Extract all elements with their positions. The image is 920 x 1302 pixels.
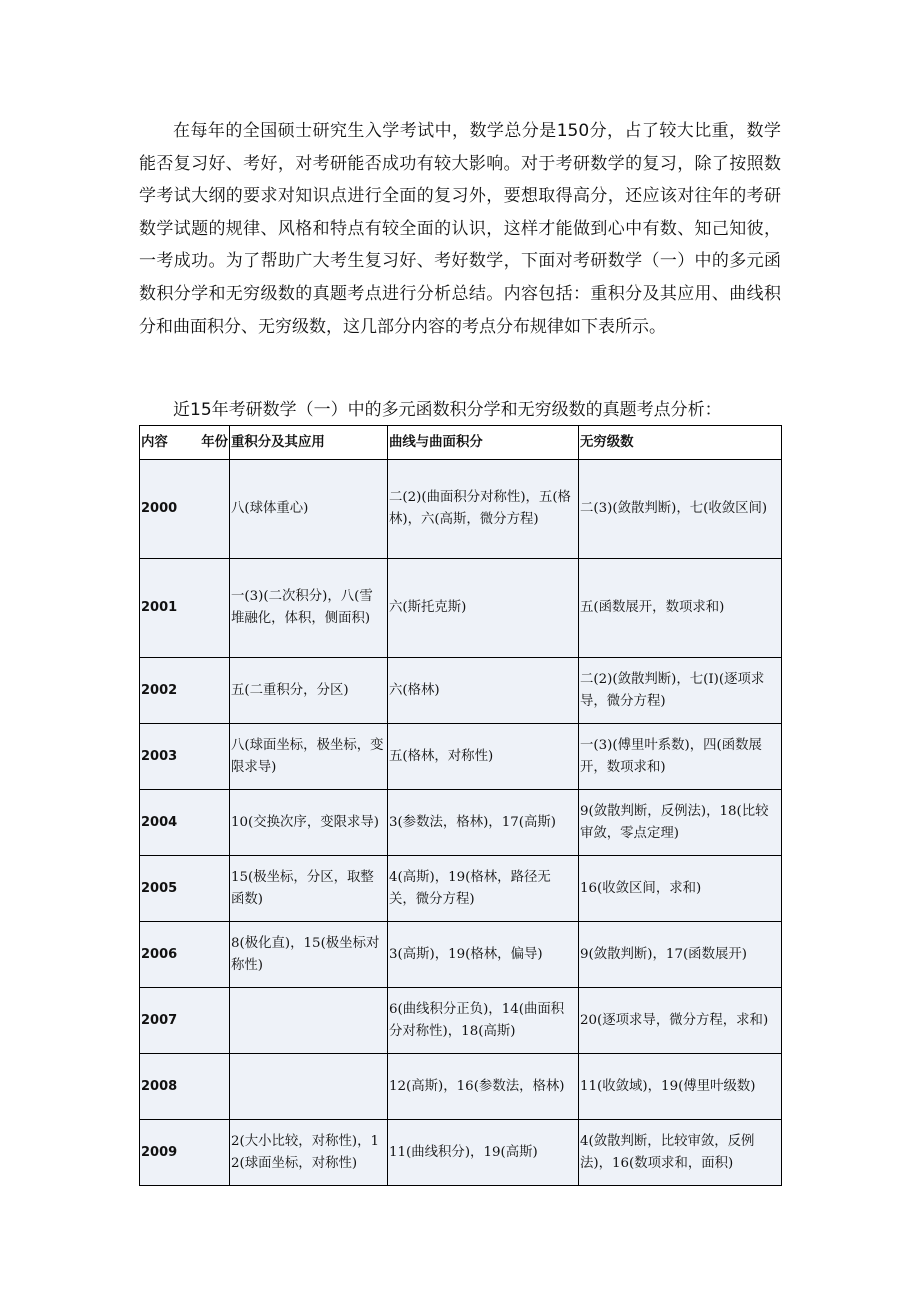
- header-corner-year: 年份: [201, 434, 228, 450]
- header-corner-content: 内容: [141, 434, 168, 450]
- row-year: 2005: [140, 856, 230, 922]
- table-row: [140, 988, 782, 1054]
- header-col-infinite-series: 无穷级数: [579, 426, 782, 460]
- cell-line-surface-integral: 六(斯托克斯): [388, 559, 579, 658]
- cell-multiple-integral: 10(交换次序，变限求导): [230, 790, 388, 856]
- header-col-multiple-integral: 重积分及其应用: [230, 426, 388, 460]
- table-row: [140, 1054, 782, 1120]
- cell-multiple-integral: 八(球体重心): [230, 460, 388, 559]
- cell-line-surface-integral: 3(高斯)，19(格林，偏导): [388, 922, 579, 988]
- cell-infinite-series: 20(逐项求导，微分方程，求和): [579, 988, 782, 1054]
- table-row: [140, 922, 782, 988]
- row-year: 2006: [140, 922, 230, 988]
- cell-line-surface-integral: 11(曲线积分)，19(高斯): [388, 1120, 579, 1186]
- table-row: [140, 790, 782, 856]
- cell-multiple-integral: [230, 988, 388, 1054]
- cell-multiple-integral: 五(二重积分，分区): [230, 658, 388, 724]
- cell-infinite-series: 4(敛散判断，比较审敛，反例法)，16(数项求和，面积): [579, 1120, 782, 1186]
- header-corner: [140, 426, 230, 460]
- cell-infinite-series: 16(收敛区间，求和): [579, 856, 782, 922]
- intro-paragraph: 在每年的全国硕士研究生入学考试中，数学总分是150分，占了较大比重，数学能否复习好、考好，对考研能否成功有较大影响。对于考研数学的复习，除了按照数学考试大纲的要求对知识点进行全面的复习外，要想取得高分，还应该对往年的考研数学试题的规律、风格和特点有较全面的认识，这样才能做到心中有数、知己知彼，一考成功。为了帮助广大考生复习好、考好数学，下面对考研数学（一）中的多元函数积分学和无穷级数的真题考点进行分析总结。内容包括：重积分及其应用、曲线积分和曲面积分、无穷级数，这几部分内容的考点分布规律如下表所示。: [139, 121, 781, 337]
- cell-infinite-series: 一(3)(傅里叶系数)，四(函数展开，数项求和): [579, 724, 782, 790]
- table-row: [140, 1120, 782, 1186]
- exam-topic-table: [139, 425, 782, 1186]
- table-row: [140, 724, 782, 790]
- row-year: 2004: [140, 790, 230, 856]
- table-row: [140, 856, 782, 922]
- table-row: [140, 658, 782, 724]
- cell-multiple-integral: [230, 1054, 388, 1120]
- cell-multiple-integral: 一(3)(二次积分)，八(雪堆融化，体积，侧面积): [230, 559, 388, 658]
- cell-infinite-series: 9(敛散判断，反例法)，18(比较审敛，零点定理): [579, 790, 782, 856]
- cell-multiple-integral: 2(大小比较，对称性)，12(球面坐标，对称性): [230, 1120, 388, 1186]
- row-year: 2009: [140, 1120, 230, 1186]
- cell-infinite-series: 9(敛散判断)，17(函数展开): [579, 922, 782, 988]
- cell-line-surface-integral: 五(格林，对称性): [388, 724, 579, 790]
- table-header-row: [140, 426, 782, 460]
- cell-line-surface-integral: 4(高斯)，19(格林，路径无关，微分方程): [388, 856, 579, 922]
- cell-multiple-integral: 八(球面坐标，极坐标，变限求导): [230, 724, 388, 790]
- row-year: 2000: [140, 460, 230, 559]
- cell-line-surface-integral: 六(格林): [388, 658, 579, 724]
- row-year: 2003: [140, 724, 230, 790]
- cell-infinite-series: 二(3)(敛散判断)，七(收敛区间): [579, 460, 782, 559]
- header-col-line-surface-integral: 曲线与曲面积分: [388, 426, 579, 460]
- table-caption: 近15年考研数学（一）中的多元函数积分学和无穷级数的真题考点分析：: [173, 400, 722, 420]
- cell-infinite-series: 11(收敛域)，19(傅里叶级数): [579, 1054, 782, 1120]
- cell-line-surface-integral: 3(参数法，格林)，17(高斯): [388, 790, 579, 856]
- cell-multiple-integral: 15(极坐标，分区，取整函数): [230, 856, 388, 922]
- row-year: 2007: [140, 988, 230, 1054]
- row-year: 2001: [140, 559, 230, 658]
- cell-line-surface-integral: 6(曲线积分正负)，14(曲面积分对称性)，18(高斯): [388, 988, 579, 1054]
- cell-infinite-series: 五(函数展开，数项求和): [579, 559, 782, 658]
- cell-line-surface-integral: 12(高斯)，16(参数法，格林): [388, 1054, 579, 1120]
- row-year: 2002: [140, 658, 230, 724]
- table-row: [140, 460, 782, 559]
- cell-infinite-series: 二(2)(敛散判断)，七(Ⅰ)(逐项求导，微分方程): [579, 658, 782, 724]
- row-year: 2008: [140, 1054, 230, 1120]
- table-row: [140, 559, 782, 658]
- cell-line-surface-integral: 二(2)(曲面积分对称性)，五(格林)，六(高斯，微分方程): [388, 460, 579, 559]
- cell-multiple-integral: 8(极化直)，15(极坐标对称性): [230, 922, 388, 988]
